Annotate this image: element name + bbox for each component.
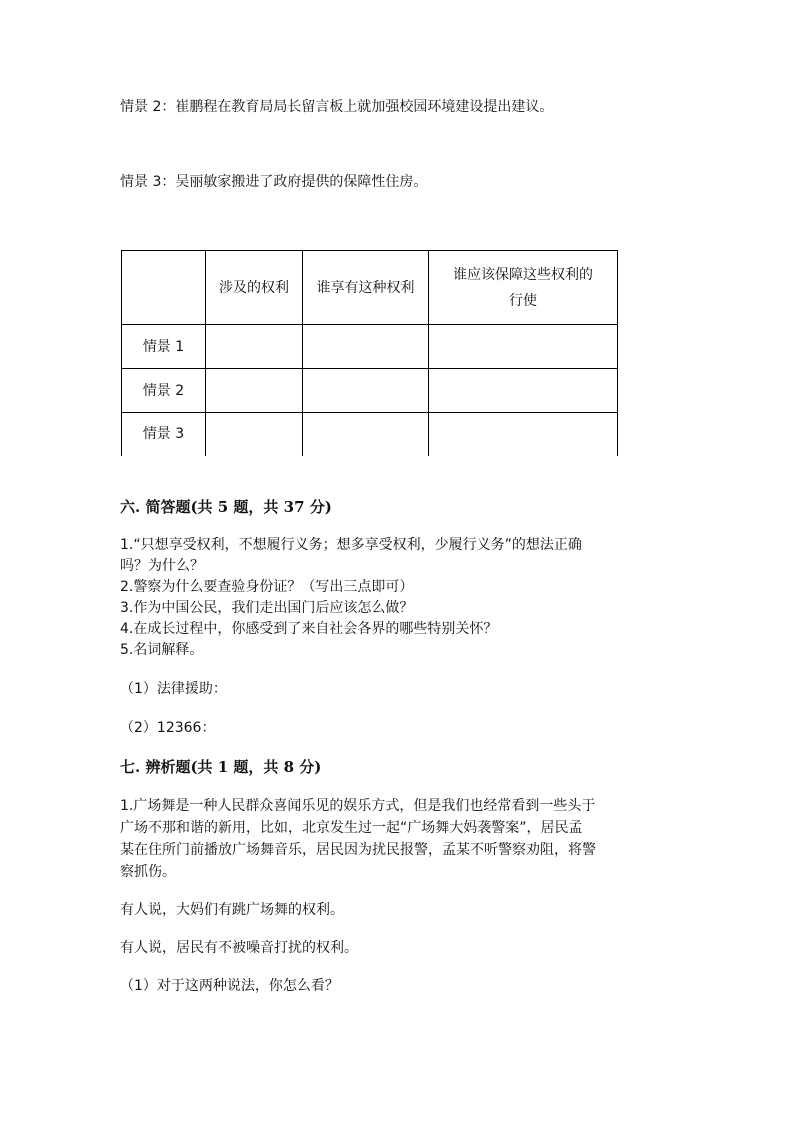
section-6-q3: 3.作为中国公民，我们走出国门后应该怎么做？ [120,600,414,616]
table-row-label: 情景 3 [122,413,206,456]
table-row [122,413,618,456]
section-6-q2: 2.警察为什么要查验身份证？（写出三点即可） [120,579,414,595]
table-row [122,369,618,413]
section-7-p1-line2: 广场不那和谐的新用，比如，北京发生过一起“广场舞大妈袭警案”，居民孟 [120,820,583,836]
rights-table [121,250,618,456]
table-row [122,325,618,369]
table-cell [303,325,429,369]
table-cell [206,369,303,413]
section-6-q1-line2: 吗？为什么？ [120,558,204,574]
table-cell [303,369,429,413]
table-cell [429,325,618,369]
section-7-p1-line1: 1.广场舞是一种人民群众喜闻乐见的娱乐方式，但是我们也经常看到一些头于 [120,798,596,814]
scenario-3-text: 情景 3：吴丽敏家搬进了政府提供的保障性住房。 [120,174,428,190]
section-6-title: 六. 简答题(共 5 题，共 37 分) [120,498,332,516]
section-7-title: 七. 辨析题(共 1 题，共 8 分) [120,758,322,776]
table-cell [429,413,618,456]
table-header-right: 涉及的权利 [206,251,303,325]
table-row-label: 情景 1 [122,325,206,369]
table-header-row [122,251,618,325]
section-7-p2: 有人说，大妈们有跳广场舞的权利。 [120,902,344,918]
section-6-q5-2: （2）12366： [120,720,216,736]
section-7-p1-line4: 察抓伤。 [120,864,176,880]
table-cell [303,413,429,456]
section-6-q4: 4.在成长过程中，你感受到了来自社会各界的哪些特别关怀？ [120,621,498,637]
table-row-label: 情景 2 [122,369,206,413]
table-header-guarantor [429,251,618,325]
section-7-p3: 有人说，居民有不被噪音打扰的权利。 [120,940,358,956]
table-cell [206,325,303,369]
section-7-p1-line3: 某在住所门前播放广场舞音乐，居民因为扰民报警，孟某不听警察劝阻，将警 [120,842,596,858]
table-header-guarantor-line1: 谁应该保障这些权利的 [453,266,593,283]
table-cell [429,369,618,413]
section-6-q1-line1: 1.“只想享受权利，不想履行义务；想多享受权利，少履行义务”的想法正确 [120,537,582,553]
section-6-q5: 5.名词解释。 [120,642,204,658]
table-header-empty [122,251,206,325]
scenario-2-text: 情景 2：崔鹏程在教育局局长留言板上就加强校园环境建设提出建议。 [120,99,554,115]
section-7-q1: （1）对于这两种说法，你怎么看？ [120,978,339,994]
section-6-q5-1: （1）法律援助： [120,681,227,697]
table-cell [206,413,303,456]
table-header-guarantor-line2: 行使 [509,292,537,309]
table-header-holder: 谁享有这种权利 [303,251,429,325]
